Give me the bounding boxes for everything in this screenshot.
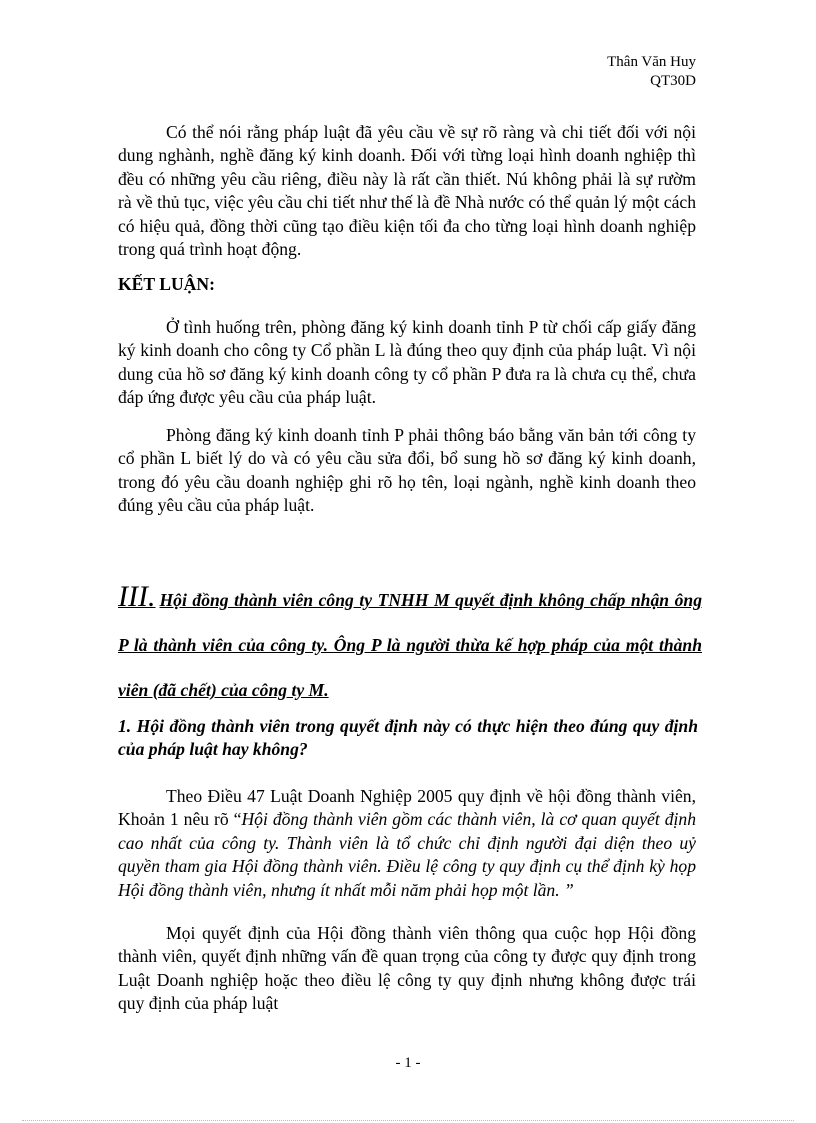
section-3-roman: III. <box>118 580 156 613</box>
paragraph-requirements: Có thể nói rằng pháp luật đã yêu cầu về sự rõ ràng và chi tiết đối với nội dung nghành, nghề đăng ký kinh doanh. Đối với từng loại hình doanh nghiệp thì đều có những yêu cầu riêng, điều này là rất cần thiết. Nú không phải là sự rườm rà về thủ tục, việc yêu cầu chi tiết như thế là đề Nhà nước có thể quản lý một cách có hiệu quả, đồng thời cũng tạo điều kiện tối đa cho từng loại hình doanh nghiệp trong quá trình hoạt động. <box>118 122 696 260</box>
section-3-text: Hội đồng thành viên công ty TNHH M quyết định không chấp nhận ông P là thành viên của công ty. Ông P là người thừa kế hợp pháp của một thành viên (đã chết) của công ty M. <box>118 590 702 700</box>
page-header <box>607 53 696 91</box>
paragraph-article-47 <box>118 785 696 902</box>
bottom-divider <box>22 1120 794 1121</box>
article-quote: Hội đồng thành viên gồm các thành viên, là cơ quan quyết định cao nhất của công ty. Thành viên là tổ chức chỉ định người đại diện theo uỷ quyền tham gia Hội đồng thành viên. Điều lệ công ty quy định cụ thể định kỳ họp Hội đồng thành viên, nhưng ít nhất mỗi năm phải họp một lần. ” <box>118 809 696 900</box>
class-code: QT30D <box>650 73 696 89</box>
paragraph-decisions: Mọi quyết định của Hội đồng thành viên thông qua cuộc họp Hội đồng thành viên, quyết định những vấn đề quan trọng của công ty được quy định trong Luật Doanh nghiệp hoặc theo điều lệ công ty quy định nhưng không được trái quy định của pháp luật <box>118 923 696 1014</box>
article-intro: Theo Điều 47 Luật Doanh Nghiệp 2005 quy định về hội đồng thành viên, Khoản 1 nêu rõ “ <box>118 786 696 830</box>
page-number: - 1 - <box>395 1055 421 1071</box>
subsection-1-title: 1. Hội đồng thành viên trong quyết định này có thực hiện theo đúng quy định của pháp luật hay không? <box>118 716 698 760</box>
paragraph-notice: Phòng đăng ký kinh doanh tỉnh P phải thông báo bằng văn bản tới công ty cổ phần L biết lý do và có yêu cầu sửa đổi, bổ sung hồ sơ đăng ký kinh doanh, trong đó yêu cầu doanh nghiệp ghi rõ họ tên, loại ngành, nghề kinh doanh theo đúng yêu cầu của pháp luật. <box>118 425 696 516</box>
author-name: Thân Văn Huy <box>607 54 696 70</box>
paragraph-conclusion: Ở tình huống trên, phòng đăng ký kinh doanh tỉnh P từ chối cấp giấy đăng ký kinh doanh cho công ty Cổ phần L là đúng theo quy định của pháp luật. Vì nội dung của hồ sơ đăng ký kinh doanh công ty cổ phần P đưa ra là chưa cụ thể, chưa đáp ứng được yêu cầu của pháp luật. <box>118 317 696 408</box>
section-3-title <box>118 574 702 713</box>
conclusion-heading: KẾT LUẬN: <box>118 274 215 294</box>
